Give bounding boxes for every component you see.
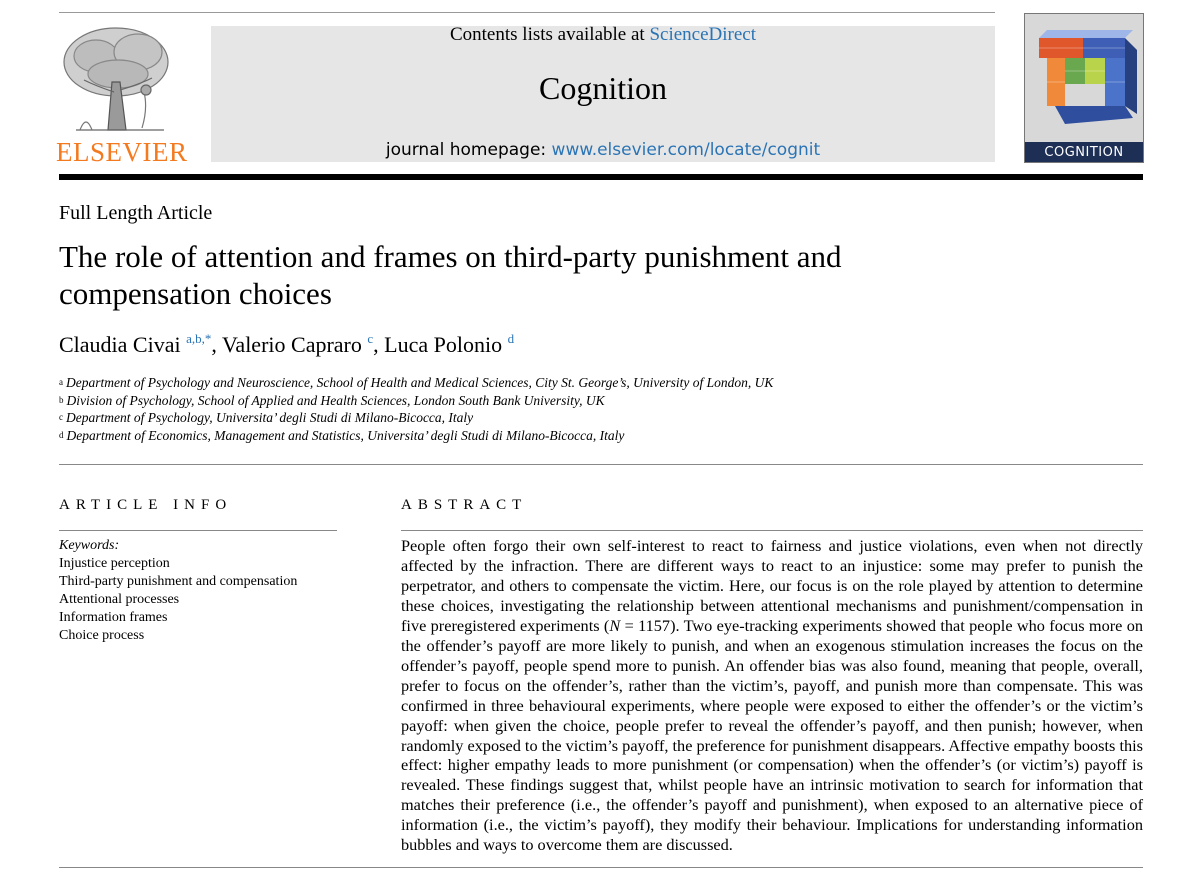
contents-prefix: Contents lists available at [449, 24, 645, 45]
contents-available-line [211, 24, 995, 46]
article-info-rule [59, 530, 337, 531]
affiliation-item [59, 392, 773, 410]
keyword-item: Third-party punishment and compensation [59, 574, 298, 589]
keywords-label: Keywords: [59, 538, 120, 553]
journal-name: Cognition [538, 70, 667, 106]
abstract-text-part: ). Two eye-tracking experiments showed that people who focus more on the offender’s payoff are more likely to punish, and when an exogenous stimulation increases the focus on the offender’s payoff, people spend more to punish. An offender bias was also found, meaning that people, overall, prefer to focus on the offender’s, rather than the victim’s, payoff, and punish more than compensate. This was confirmed in three behavioural experiments, where people were exposed to either the offender’s or the victim’s payoff: when given the choice, people prefer to reveal the offender’s payoff, and then punish; however, when randomly exposed to the victim’s payoff, the preference for punishment disappears. Affective empathy boosts this effect: higher empathy leads to more punishment (or compensation) when the offender’s (or victim’s) payoff is revealed. These findings suggest that, whilst people have an intrinsic motivation to search for information that matches their preference (i.e., the offender’s payoff and punishment), when exposed to an alternative piece of information (i.e., the victim’s payoff), they modify their behaviour. Implications for understanding information bubbles and ways to overcome them are discussed. [401, 615, 1143, 855]
cover-art-icon [1025, 14, 1143, 142]
affiliation-list [59, 374, 773, 444]
cover-title: COGNITION [1025, 142, 1143, 162]
affiliation-item [59, 409, 773, 427]
journal-cover[interactable] [1024, 13, 1144, 163]
sample-size-symbol: N [609, 615, 621, 635]
author-name[interactable]: Luca Polonio [384, 332, 503, 357]
article-type: Full Length Article [59, 202, 213, 224]
article-info-heading: ARTICLE INFO [59, 497, 233, 513]
author-name[interactable]: Claudia Civai [59, 332, 181, 357]
tree-icon [56, 22, 184, 134]
keywords-block [59, 537, 297, 645]
homepage-prefix: journal homepage: [385, 140, 547, 160]
affiliation-item [59, 374, 773, 392]
affiliation-text: Division of Psychology, School of Applied and Health Sciences, London South Bank University, UK [66, 392, 605, 408]
author-separator: , [211, 332, 222, 357]
bottom-rule [59, 867, 1143, 868]
article-title: The role of attention and frames on third-party punishment and compensation choices [59, 239, 842, 311]
sciencedirect-link[interactable]: ScienceDirect [649, 24, 757, 45]
author-affiliation-marker[interactable]: a,b,* [186, 331, 212, 346]
abstract-text [401, 536, 1143, 855]
affiliation-key: c [59, 412, 63, 422]
author-affiliation-marker[interactable]: d [507, 331, 515, 346]
journal-homepage-line [211, 140, 995, 160]
sample-size-value: = 1157 [620, 615, 671, 635]
author-name[interactable]: Valerio Capraro [221, 332, 362, 357]
section-divider [59, 464, 1143, 465]
keyword-item: Choice process [59, 628, 145, 643]
top-rule [59, 12, 995, 13]
author-list [59, 332, 514, 358]
keyword-item: Information frames [59, 610, 168, 625]
homepage-link[interactable]: www.elsevier.com/locate/cognit [551, 140, 821, 160]
affiliation-text: Department of Psychology and Neuroscience, School of Health and Medical Sciences, City St. George’s, University of London, UK [66, 375, 774, 390]
affiliation-item [59, 427, 773, 445]
elsevier-wordmark: ELSEVIER [56, 137, 188, 167]
affiliation-key: b [59, 394, 64, 405]
affiliation-key: d [59, 429, 64, 440]
keyword-item: Attentional processes [59, 592, 180, 607]
elsevier-logo[interactable] [56, 22, 188, 167]
affiliation-key: a [59, 377, 63, 387]
affiliation-text: Department of Economics, Management and Statistics, Universita’ degli Studi di Milano-Bicocca, Italy [66, 427, 625, 443]
author-separator: , [373, 332, 385, 357]
abstract-text-part: People often forgo their own self-interest to react to fairness and justice violations, even when not directly affected by the infraction. There are different ways to react to an injustice: some may prefer to punish the perpetrator, and others to compensate the victim. Here, our focus is on the role played by attention to determine these choices, investigating the relationship between attentional mechanisms and punishment/compensation in five preregistered experiments ( [401, 536, 1143, 635]
header-thick-rule [59, 174, 1143, 180]
abstract-heading: ABSTRACT [401, 497, 528, 513]
author-affiliation-marker[interactable]: c [367, 331, 374, 346]
keyword-item: Injustice perception [59, 556, 170, 571]
affiliation-text: Department of Psychology, Universita’ degli Studi di Milano-Bicocca, Italy [66, 410, 474, 425]
abstract-rule [401, 530, 1143, 531]
